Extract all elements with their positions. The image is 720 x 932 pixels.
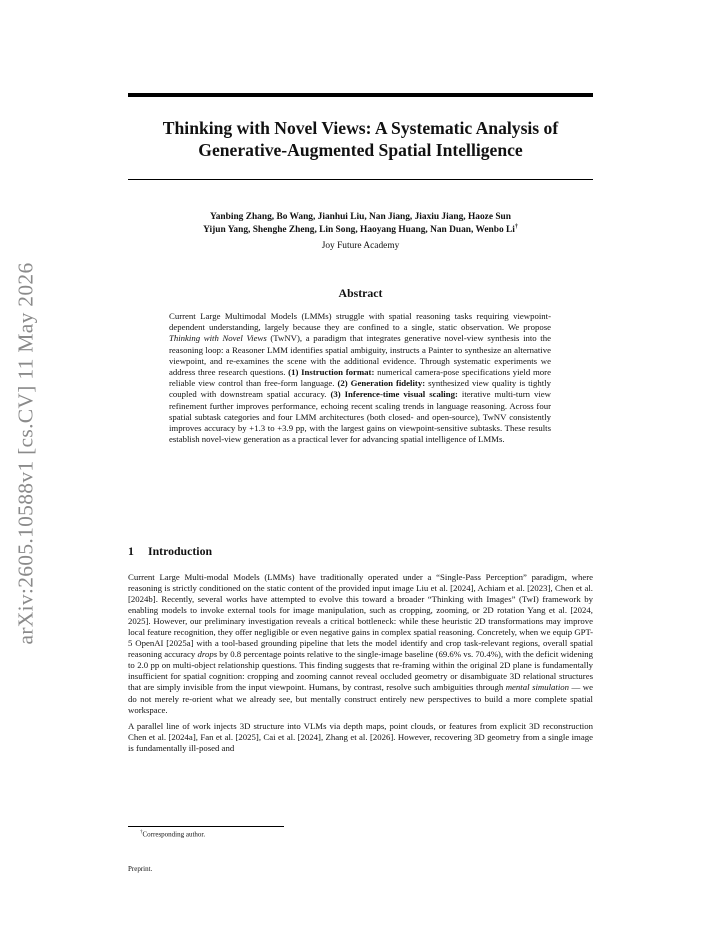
abstract-text-3: numerical camera-pose specifications yield more reliable view control than free-form language.	[169, 367, 551, 389]
preprint-footer: Preprint.	[128, 865, 153, 873]
abstract-heading: Abstract	[338, 286, 383, 300]
paper-title: Thinking with Novel Views: A Systematic Analysis of Generative-Augmented Spatial Intelligence	[162, 118, 559, 160]
abstract-text-2: (TwNV), a paradigm that integrates generative novel-view synthesis into the reasoning loop: a Reasoner LMM identifies spatial ambiguity, instructs a Painter to synthesize an alternative viewpoint, and re-examines the scene with the additional evidence. Through systematic experiments we address three research questions.	[169, 333, 552, 378]
intro-p1-emphasis-mental-simulation: mental simulation	[505, 682, 570, 693]
arxiv-identifier-stamp	[10, 258, 42, 648]
abstract-rq2-label: (2) Generation fidelity:	[337, 378, 426, 389]
section-number: 1	[128, 544, 134, 558]
affiliation: Joy Future Academy	[321, 241, 400, 251]
intro-p1-emphasis-drops: drops	[197, 649, 218, 660]
author-list	[128, 211, 593, 236]
section-title: Introduction	[148, 544, 213, 558]
footnote-rule	[128, 826, 284, 827]
abstract-text-5: iterative multi-turn view refinement further improves performance, echoing recent scaling trends in language reasoning. Across four spatial subtask categories and four LMM architectures (both closed- and open-source), TwNV consistently improves accuracy by +1.3 to +3.9 pp, with the largest gains on viewpoint-sensitive subtasks. These results establish novel-view generation as a practical lever for advancing spatial intelligence of LMMs.	[169, 389, 551, 445]
author-line-2	[128, 224, 593, 237]
arxiv-id-text: arXiv:2605.10588v1 [cs.CV] 11 May 2026	[13, 261, 38, 645]
intro-paragraph-2: A parallel line of work injects 3D structure into VLMs via depth maps, point clouds, or features from explicit 3D reconstruction Chen et al. [2024a], Fan et al. [2025], Cai et al. [2024], Zhang et al. [2026]. However, recovering 3D geometry from a single image is fundamentally ill-posed and	[128, 720, 593, 753]
abstract-method-name: Thinking with Novel Views	[169, 333, 267, 344]
abstract-body	[169, 311, 551, 445]
author-line-2-text: Yijun Yang, Shenghe Zheng, Lin Song, Haoyang Huang, Nan Duan, Wenbo Li	[203, 224, 515, 235]
intro-p1-text-a: Current Large Multi-modal Models (LMMs) have traditionally operated under a “Single-Pass Perception” paradigm, where reasoning is strictly conditioned on the static content of the provided input image Liu et al. [2024], Achiam et al. [2023], Chen et al. [2024b]. Recently, several works have attempted to evolve this toward a broader “Thinking with Images” (TwI) framework by enabling models to invoke external tools for image manipulation, such as cropping, zooming, or 2D rotation Yang et al. [2024, 2025]. However, our preliminary investigation reveals a critical bottleneck: while these heuristic 2D transformations may improve local feature recognition, they offer negligible or even negative gains in complex spatial reasoning. Concretely, when we equip GPT-5 OpenAI [2025a] with a tool-based grounding pipeline that lets the model identify and crop task-relevant regions, overall spatial reasoning accuracy	[128, 572, 593, 660]
abstract-rq3-label: (3) Inference-time visual scaling:	[330, 389, 458, 400]
footnote-mark: †	[140, 830, 143, 835]
footnote-text: Corresponding author.	[142, 830, 206, 839]
intro-p1-text-c: — we do not merely re-orient what we already see, but mentally construct entirely new perspectives to build a more complete spatial workspace.	[128, 682, 594, 715]
abstract-text-1: Current Large Multimodal Models (LMMs) struggle with spatial reasoning tasks requiring viewpoint-dependent understanding, largely because they are confined to a single, static observation. We propose	[169, 311, 551, 333]
abstract-rq1-label: (1) Instruction format:	[288, 367, 375, 378]
title-top-rule	[128, 93, 593, 97]
section-heading-introduction	[128, 544, 212, 559]
title-bottom-rule	[128, 179, 593, 180]
footnote	[140, 830, 205, 838]
intro-p1-text-b: by 0.8 percentage points relative to the single-image baseline (69.6% vs. 70.4%), with the deficit widening to 2.0 pp on multi-object relationship questions. This finding suggests that re-framing within the original 2D plane is fundamentally insufficient for spatial cognition: cropping and zooming cannot reveal occluded geometry or disambiguate 3D relational structures that are simply invisible from the input viewpoint. Humans, by contrast, resolve such ambiguities through	[128, 649, 594, 693]
author-line-1: Yanbing Zhang, Bo Wang, Jianhui Liu, Nan Jiang, Jiaxiu Jiang, Haoze Sun	[210, 212, 511, 222]
introduction-body	[128, 572, 593, 759]
intro-paragraph-1	[128, 572, 593, 716]
corresponding-author-mark: †	[514, 223, 518, 230]
abstract-text-4: synthesized view quality is tightly coupled with downstream spatial accuracy.	[169, 378, 551, 400]
